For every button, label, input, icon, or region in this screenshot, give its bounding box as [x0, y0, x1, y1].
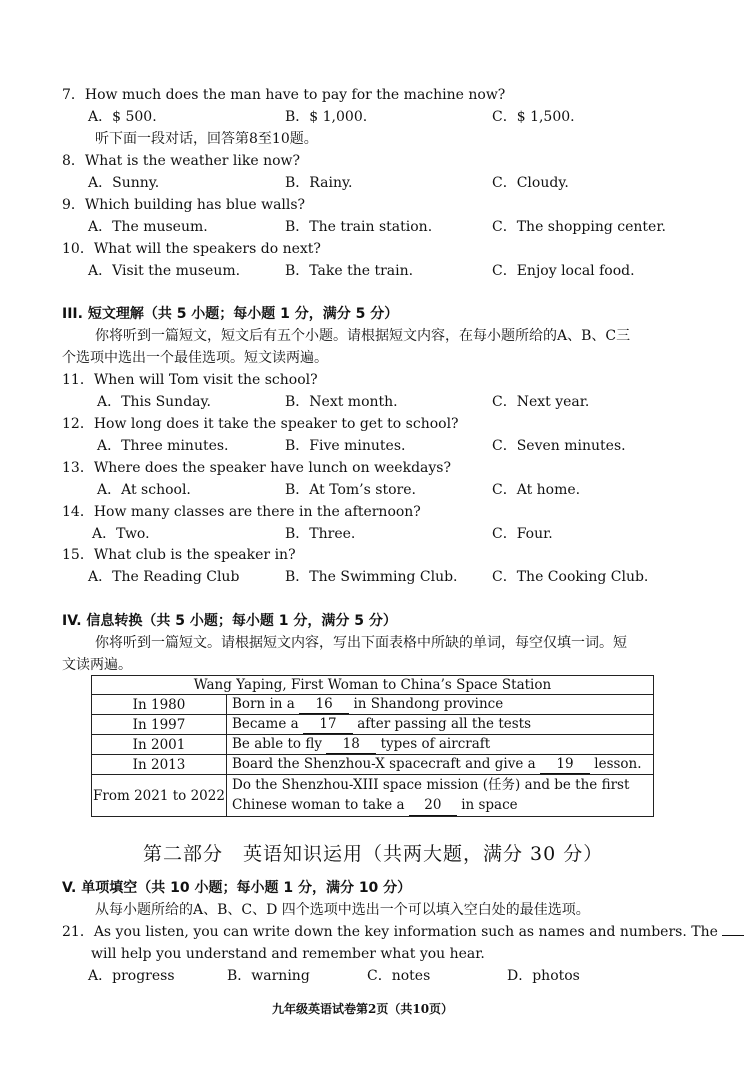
blank-20[interactable]: 20 [409, 795, 457, 816]
section-4-heading: IV. 信息转换（共 5 小题；每小题 1 分，满分 5 分） [62, 613, 397, 629]
question-10-option-a: A．Visit the museum. [88, 263, 241, 279]
table-text: Became a [232, 716, 299, 732]
question-21-option-a: A．progress [88, 968, 175, 984]
question-7-option-b: B．$ 1,000. [285, 109, 368, 125]
table-text: Be able to fly [232, 736, 322, 752]
question-11-option-c: C．Next year. [492, 394, 590, 410]
table-row [92, 735, 654, 755]
question-14-stem: 14．How many classes are there in the afternoon? [62, 504, 421, 520]
question-7-stem: 7．How much does the man have to pay for the machine now? [62, 87, 506, 103]
blank-17[interactable]: 17 [303, 715, 353, 734]
question-12-option-c: C．Seven minutes. [492, 438, 626, 454]
question-8-option-c: C．Cloudy. [492, 175, 569, 191]
question-15-stem: 15．What club is the speaker in? [62, 547, 296, 563]
section-3-instruction-line2: 个选项中选出一个最佳选项。短文读两遍。 [62, 350, 328, 366]
table-row [92, 676, 654, 695]
blank-18[interactable]: 18 [326, 735, 376, 754]
table-text: Chinese woman to take a [232, 797, 405, 813]
question-21-option-b: B．warning [227, 968, 310, 984]
question-21-option-d: D．photos [507, 968, 580, 984]
question-21-option-c: C．notes [367, 968, 431, 984]
instruction-8-10: 听下面一段对话，回答第8至10题。 [95, 131, 318, 147]
question-8-option-a: A．Sunny. [88, 175, 160, 191]
table-row [92, 775, 654, 817]
table-detail-cell [227, 775, 654, 817]
question-11-option-a: A．This Sunday. [97, 394, 212, 410]
question-8-option-b: B．Rainy. [285, 175, 353, 191]
table-text: Born in a [232, 696, 295, 712]
question-21-text: 21．As you listen, you can write down the key information such as names and numbers. The [62, 924, 718, 940]
question-14-option-c: C．Four. [492, 526, 553, 542]
question-7-option-c: C．$ 1,500. [492, 109, 575, 125]
section-4-instruction-line2: 文读两遍。 [62, 657, 132, 673]
question-13-option-b: B．At Tom’s store. [285, 482, 416, 498]
question-13-stem: 13．Where does the speaker have lunch on weekdays? [62, 460, 451, 476]
question-9-stem: 9．Which building has blue walls? [62, 197, 306, 213]
question-21-stem-line1 [62, 923, 744, 941]
question-13-option-c: C．At home. [492, 482, 581, 498]
blank-21[interactable] [722, 935, 744, 936]
question-11-option-b: B．Next month. [285, 394, 398, 410]
table-title: Wang Yaping, First Woman to China’s Space Station [92, 676, 654, 695]
table-text: lesson. [594, 756, 642, 772]
table-year-cell: In 1980 [92, 695, 227, 715]
table-text: in Shandong province [353, 696, 504, 712]
question-9-option-a: A．The museum. [88, 219, 208, 235]
question-10-option-c: C．Enjoy local food. [492, 263, 635, 279]
question-12-option-a: A．Three minutes. [97, 438, 229, 454]
blank-19[interactable]: 19 [540, 755, 590, 774]
table-text: after passing all the tests [357, 716, 532, 732]
question-9-option-c: C．The shopping center. [492, 219, 666, 235]
section-3-heading: III. 短文理解（共 5 小题；每小题 1 分，满分 5 分） [62, 306, 399, 322]
question-12-stem: 12．How long does it take the speaker to get to school? [62, 416, 459, 432]
table-detail-cell [227, 695, 654, 715]
question-15-option-c: C．The Cooking Club. [492, 569, 649, 585]
table-detail-cell [227, 715, 654, 735]
table-row [92, 695, 654, 715]
part-2-title: 第二部分 英语知识运用（共两大题，满分 30 分） [143, 843, 604, 865]
table-text: in space [461, 797, 518, 813]
table-year-cell: In 1997 [92, 715, 227, 735]
question-12-option-b: B．Five minutes. [285, 438, 406, 454]
table-text: types of aircraft [380, 736, 491, 752]
question-15-option-a: A．The Reading Club [88, 569, 240, 585]
table-detail-cell [227, 755, 654, 775]
page-footer: 九年级英语试卷第2页（共10页） [272, 1002, 454, 1016]
table-text: Board the Shenzhou-X spacecraft and give a [232, 756, 536, 772]
question-10-option-b: B．Take the train. [285, 263, 414, 279]
question-14-option-b: B．Three. [285, 526, 356, 542]
table-row [92, 755, 654, 775]
section-5-instruction: 从每小题所给的A、B、C、D 四个选项中选出一个可以填入空白处的最佳选项。 [95, 902, 590, 918]
blank-16[interactable]: 16 [299, 695, 349, 714]
question-21-stem-line2: will help you understand and remember what you hear. [91, 946, 485, 962]
question-11-stem: 11．When will Tom visit the school? [62, 372, 318, 388]
info-table [91, 675, 654, 817]
table-text: Do the Shenzhou-XIII space mission (任务) and be the first [232, 777, 630, 793]
table-year-cell: In 2001 [92, 735, 227, 755]
section-5-heading: V. 单项填空（共 10 小题；每小题 1 分，满分 10 分） [62, 880, 412, 896]
table-year-cell: From 2021 to 2022 [92, 775, 227, 817]
question-15-option-b: B．The Swimming Club. [285, 569, 458, 585]
question-8-stem: 8．What is the weather like now? [62, 153, 301, 169]
question-14-option-a: A．Two. [92, 526, 150, 542]
table-detail-cell [227, 735, 654, 755]
table-row [92, 715, 654, 735]
section-4-instruction-line1: 你将听到一篇短文。请根据短文内容，写出下面表格中所缺的单词，每空仅填一词。短 [95, 635, 627, 651]
question-13-option-a: A．At school. [97, 482, 191, 498]
question-10-stem: 10．What will the speakers do next? [62, 241, 321, 257]
table-year-cell: In 2013 [92, 755, 227, 775]
section-3-instruction-line1: 你将听到一篇短文，短文后有五个小题。请根据短文内容，在每小题所给的A、B、C三 [95, 328, 631, 344]
question-7-option-a: A．$ 500. [88, 109, 157, 125]
question-9-option-b: B．The train station. [285, 219, 433, 235]
